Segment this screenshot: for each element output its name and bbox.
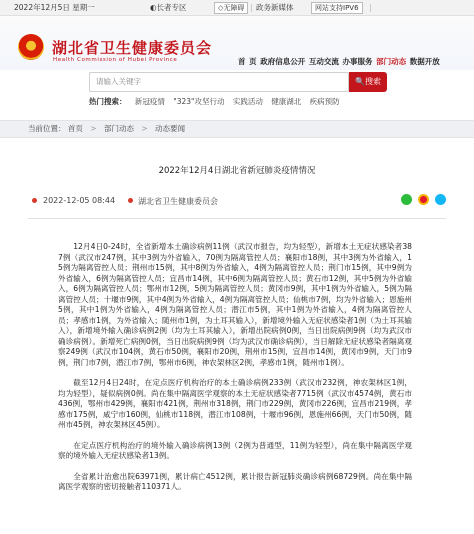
elder-zone-label: 长者专区: [156, 3, 187, 12]
elder-zone-link[interactable]: ◐长者专区: [150, 3, 187, 12]
accessible-label: 无障碍: [223, 4, 245, 12]
accessible-button[interactable]: ◇无障碍: [214, 2, 248, 14]
breadcrumb-home[interactable]: 首页: [67, 124, 83, 133]
share-icons: [397, 194, 446, 205]
search-button[interactable]: 🔍搜索: [349, 72, 387, 92]
hot-searches: [89, 97, 389, 107]
source-dot-icon: [128, 198, 133, 203]
article-date: 2022-12-05 08:44: [43, 196, 116, 205]
site-title[interactable]: 湖北省卫生健康委员会: [52, 39, 213, 57]
hot-search-item[interactable]: 疾病预防: [309, 97, 340, 106]
main-nav: [238, 57, 474, 67]
breadcrumb-separator: >: [90, 124, 97, 133]
hot-search-item[interactable]: "323"攻坚行动: [173, 97, 225, 106]
breadcrumb-prefix: 当前位置：: [28, 124, 66, 133]
wechat-icon[interactable]: [401, 194, 412, 205]
hot-search-item[interactable]: 健康湖北: [271, 97, 302, 106]
nav-open-data[interactable]: 数据开放: [409, 57, 440, 66]
hot-searches-label: 热门搜索：: [89, 97, 127, 106]
article-paragraph: 全省累计治愈出院63971例，累计病亡4512例，累计报告新冠肺炎确诊病例68729例。尚在集中隔离医学观察的密切接触者110371人。: [58, 471, 412, 491]
article-source: 湖北省卫生健康委员会: [138, 197, 218, 206]
hot-search-item[interactable]: 新冠疫情: [134, 97, 165, 106]
article-title: 2022年12月4日湖北省新冠肺炎疫情情况: [158, 166, 316, 176]
breadcrumb-news[interactable]: 动态要闻: [155, 124, 186, 133]
search-input[interactable]: 请输入关键字: [89, 72, 349, 92]
article-body: [58, 242, 412, 503]
nav-services[interactable]: 办事服务: [342, 57, 373, 66]
nav-interaction[interactable]: 互动交流: [308, 57, 339, 66]
ipv6-badge: 网站支持IPV6: [311, 2, 363, 14]
national-emblem-icon: [18, 34, 44, 60]
qq-icon[interactable]: [435, 194, 446, 205]
nav-home-2[interactable]: 页: [249, 57, 257, 66]
top-utility-bar: [0, 0, 474, 16]
article-paragraph: 在定点医疗机构治疗的境外输入确诊病例13例（2例为普通型，11例为轻型），尚在集中隔离医学观察的境外输入无症状感染者13例。: [58, 440, 412, 460]
new-media-link[interactable]: 政务新媒体: [256, 3, 294, 12]
meta-divider: [28, 218, 446, 219]
article-meta: [28, 194, 446, 208]
article-paragraph: 截至12月4日24时，在定点医疗机构治疗的本土确诊病例233例（武汉市232例，神农架林区1例，均为轻型），疑似病例0例。尚在集中隔离医学观察的本土无症状感染者7715例（武汉市4574例，黄石市436例，鄂州市429例，襄阳市421例，荆州市318例，荆门市229例，黄冈市226例，宜昌市219例，孝感市175例，咸宁市160例，仙桃市118例，潜江市108例，十堰市96例，恩施州66例，天门市50例，随州市45例，神农架林区45例）。: [58, 378, 412, 429]
divider: [251, 4, 252, 12]
article-paragraph: 12月4日0-24时，全省新增本土确诊病例11例（武汉市报告，均为轻型），新增本土无症状感染者387例（武汉市247例，其中3例为外省输入，70例为隔离管控人员；襄阳市18例，其中3例为外省输入，15例为隔离管控人员；荆州市15例，其中8例为外省输入，4例为隔离管控人员；荆门市15例，其中9例为外省输入，6例为隔离管控人员；宜昌市14例，其中6例为隔离管控人员；黄石市12例，其中5例为外省输入，6例为隔离管控人员；鄂州市12例，5例为隔离管控人员；黄冈市9例，其中1例为外省输入，5例为隔离管控人员；十堰市9例，其中4例为外省输入，4例为隔离管控人员；仙桃市7例，均为外省输入；恩施州5例，其中1例为外省输入，4例为隔离管控人员；潜江市5例，其中1例为外省输入，4例为隔离管控人员；孝感市1例，为外省输入；随州市1例，为土耳其输入），新增境外输入无症状感染者1例（为土耳其输入），新增境外输入确诊病例2例（均为土耳其输入），新增出院病例0例，当日出院病例9例（均为武汉市确诊病例）。新增死亡病例0例，当日出院病例9例（均为武汉市确诊病例），当日解除无症状感染者隔离观察249例（武汉市104例，黄石市50例，襄阳市20例，荆州市15例，宜昌市14例，黄冈市9例，天门市9例，荆门市7例，潜江市7例，鄂州市6例，神农架林区2例，孝感市1例，随州市1例）。: [58, 242, 412, 367]
breadcrumb-separator: >: [141, 124, 148, 133]
current-date: 2022年12月5日 星期一: [14, 3, 95, 12]
hot-search-item[interactable]: 实践活动: [232, 97, 263, 106]
nav-info-disclosure[interactable]: 政府信息公开: [260, 57, 306, 66]
site-header: [0, 16, 474, 70]
search-button-label: 搜索: [364, 77, 381, 86]
nav-department-news[interactable]: 部门动态: [376, 57, 407, 66]
search-area: [0, 70, 474, 96]
date-dot-icon: [32, 198, 37, 203]
weibo-icon[interactable]: [418, 194, 429, 205]
site-subtitle: Health Commission of Hubei Province: [53, 57, 178, 63]
nav-home-1[interactable]: 首: [238, 57, 246, 66]
breadcrumb: [0, 120, 474, 138]
breadcrumb-department-news[interactable]: 部门动态: [103, 124, 134, 133]
divider: [370, 4, 371, 12]
